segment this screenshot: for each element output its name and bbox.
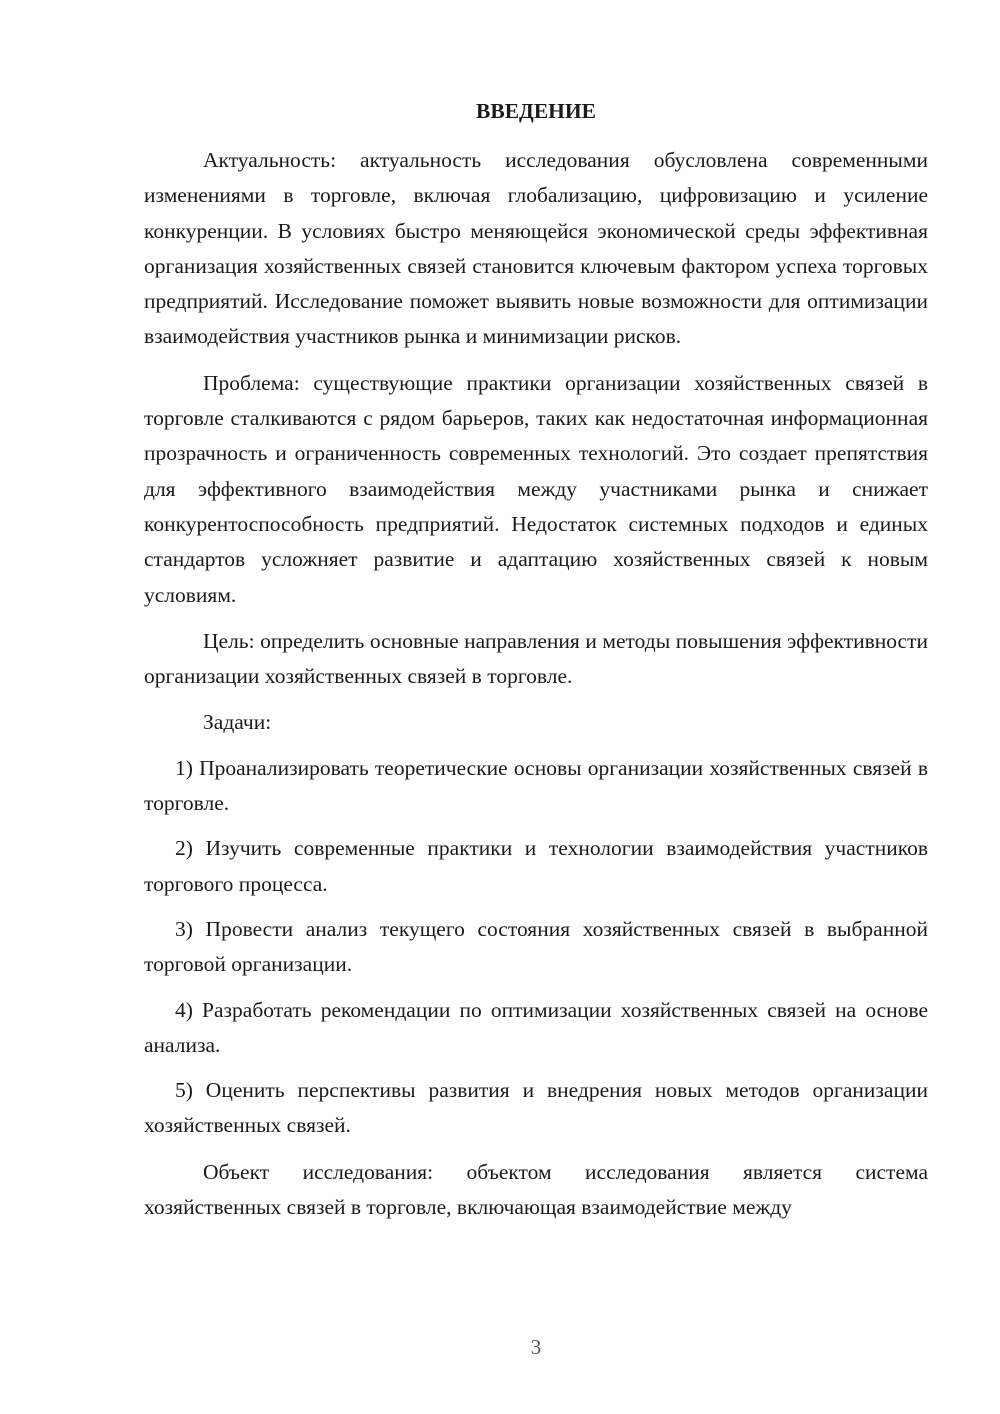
page-title: ВВЕДЕНИЕ [476,99,596,123]
problem-paragraph: Проблема: существующие практики организации хозяйственных связей в торговле сталкиваются с рядом барьеров, таких как недостаточная информационная прозрачность и ограниченность современных технологий. Это создает препятствия для эффективного взаимодействия между участниками рынка и снижает конкурентоспособность предприятий. Недостаток системных подходов и единых стандартов усложняет развитие и адаптацию хозяйственных связей к новым условиям. [144,370,928,607]
list-item: 4) Разработать рекомендации по оптимизации хозяйственных связей на основе анализа. [144,997,928,1057]
page-number: 3 [530,1335,542,1359]
list-item: 3) Провести анализ текущего состояния хозяйственных связей в выбранной торговой организации. [144,916,928,977]
tasks-list [144,751,928,1144]
object-paragraph: Объект исследования: объектом исследования является система хозяйственных связей в торговле, включающая взаимодействие между [144,1159,928,1220]
list-item: 1) Проанализировать теоретические основы организации хозяйственных связей в торговле. [144,755,928,816]
relevance-paragraph: Актуальность: актуальность исследования обусловлена современными изменениями в торговле, включая глобализацию, цифровизацию и усиление конкуренции. В условиях быстро меняющейся экономической среды эффективная организация хозяйственных связей становится ключевым фактором успеха торговых предприятий. Исследование поможет выявить новые возможности для оптимизации взаимодействия участников рынка и минимизации рисков. [144,148,928,349]
tasks-heading: Задачи: [203,710,272,735]
page-content [144,96,928,1225]
list-item: 2) Изучить современные практики и технологии взаимодействия участников торгового процесса. [144,836,928,896]
goal-paragraph: Цель: определить основные направления и методы повышения эффективности организации хозяйственных связей в торговле. [144,628,928,689]
list-item: 5) Оценить перспективы развития и внедрения новых методов организации хозяйственных связей. [144,1078,928,1138]
